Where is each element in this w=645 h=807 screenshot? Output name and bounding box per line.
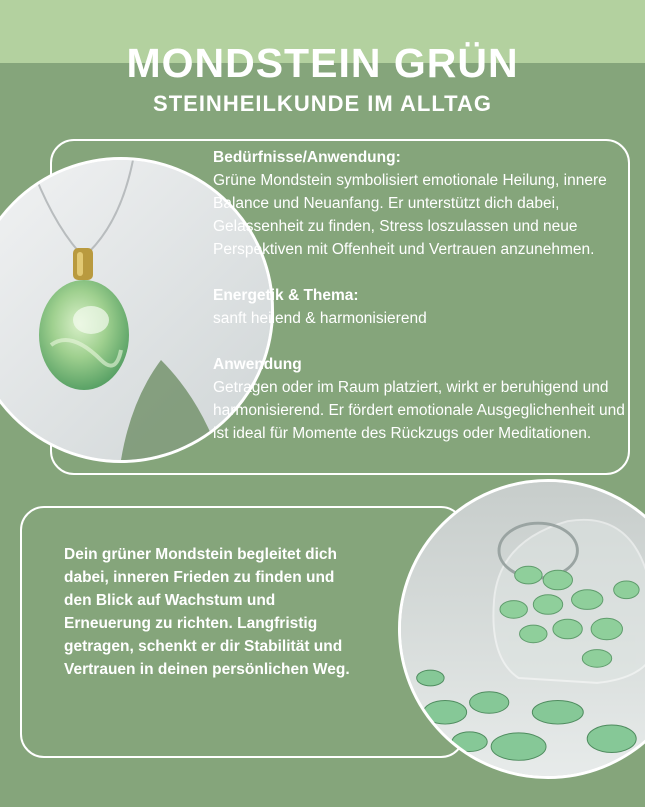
spacer [213,261,625,284]
spacer [213,330,625,353]
info-content [213,146,625,445]
section-text-energy: sanft heilend & harmonisierend [213,310,427,327]
page-subtitle: STEINHEILKUNDE IM ALLTAG [153,91,492,116]
section-heading-needs: Bedürfnisse/Anwendung: [213,149,401,166]
section-heading-energy: Energetik & Thema: [213,287,359,304]
page-title: MONDSTEIN GRÜN [126,40,519,86]
section-text-usage: Getragen oder im Raum platziert, wirkt er beruhigend und harmonisierend. Er fördert emotionale Ausgeglichenheit und ist ideal für Momente des Rückzugs oder Meditationen. [213,379,625,442]
section-text-needs: Grüne Mondstein symbolisiert emotionale Heilung, innere Balance und Neuanfang. Er unterstützt dich dabei, Gelassenheit zu finden, Stress loszulassen und neue Perspektiven mit Offenheit und Vertrauen anzunehmen. [213,172,607,258]
summary-text: Dein grüner Mondstein begleitet dich dabei, inneren Frieden zu finden und den Blick auf Wachstum und Erneuerung zu richten. Langfristig getragen, schenkt er dir Stabilität und Vertrauen in deinen persönlichen Weg. [64,546,350,678]
section-heading-usage: Anwendung [213,356,302,373]
